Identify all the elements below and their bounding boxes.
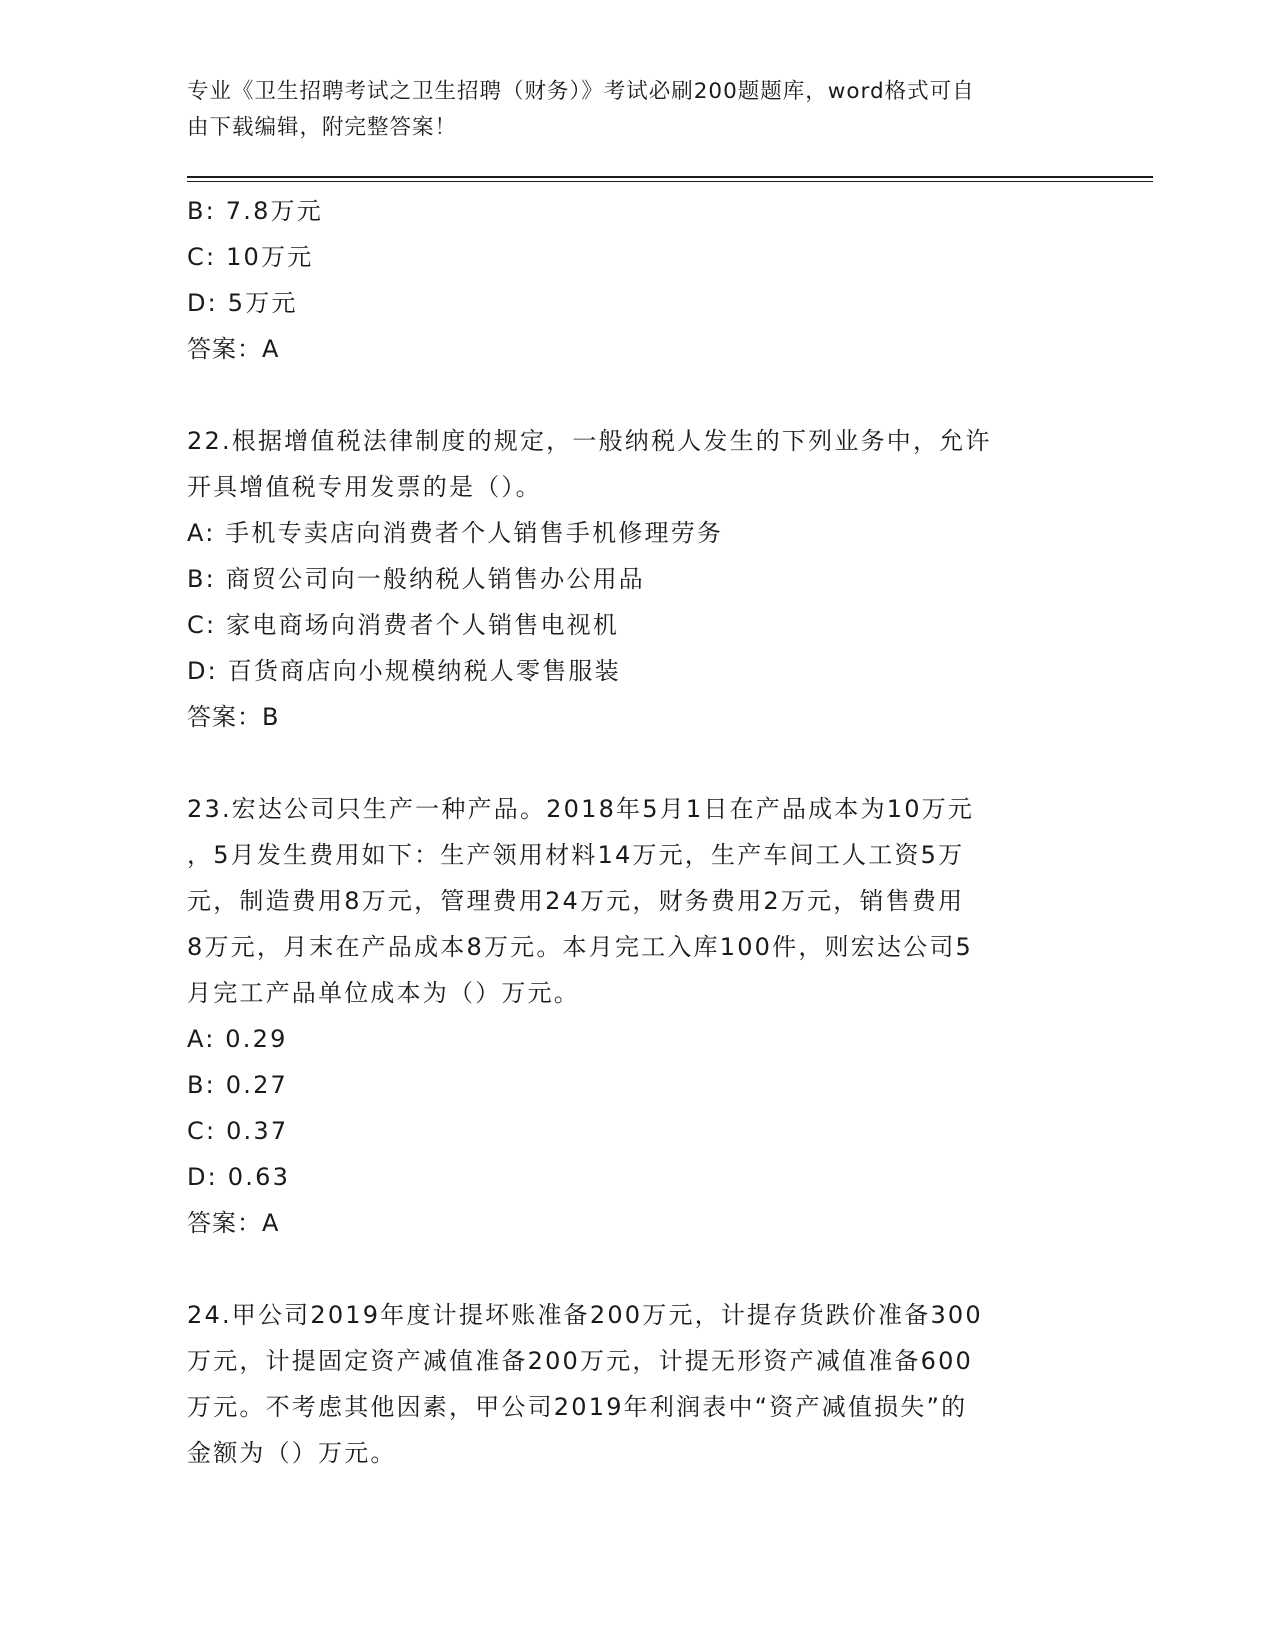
option-b: B: 商贸公司向一般纳税人销售办公用品 (187, 565, 645, 593)
question-stem-line: 22.根据增值税法律制度的规定，一般纳税人发生的下列业务中，允许 (187, 427, 992, 455)
question-stem-line: 8万元，月末在产品成本8万元。本月完工入库100件，则宏达公司5 (187, 933, 974, 961)
option-c: C: 家电商场向消费者个人销售电视机 (187, 611, 620, 639)
option-d: D: 0.63 (187, 1163, 291, 1191)
header-divider-thin (187, 181, 1153, 182)
question-stem-line: 万元，计提固定资产减值准备200万元，计提无形资产减值准备600 (187, 1347, 974, 1375)
header-divider-thick (187, 176, 1153, 178)
question-21-tail (187, 188, 1077, 372)
question-stem-line: 月完工产品单位成本为（）万元。 (187, 979, 580, 1007)
spacer (187, 1246, 1077, 1292)
option-b: B: 7.8万元 (187, 197, 323, 225)
document-header (187, 74, 1087, 146)
spacer (187, 740, 1077, 786)
question-stem-line: 23.宏达公司只生产一种产品。2018年5月1日在产品成本为10万元 (187, 795, 975, 823)
answer: 答案：A (187, 1209, 280, 1237)
question-24 (187, 1292, 1077, 1476)
answer: 答案：A (187, 335, 280, 363)
option-b: B: 0.27 (187, 1071, 289, 1099)
question-23 (187, 786, 1077, 1246)
question-stem-line: 万元。不考虑其他因素，甲公司2019年利润表中“资产减值损失”的 (187, 1393, 968, 1421)
question-stem-line: 开具增值税专用发票的是（）。 (187, 473, 542, 501)
option-d: D: 百货商店向小规模纳税人零售服装 (187, 657, 621, 685)
answer: 答案：B (187, 703, 280, 731)
question-stem-line: ，5月发生费用如下：生产领用材料14万元，生产车间工人工资5万 (187, 841, 965, 869)
question-content (187, 188, 1077, 1476)
spacer (187, 372, 1077, 418)
option-d: D: 5万元 (187, 289, 298, 317)
question-stem-line: 金额为（）万元。 (187, 1439, 397, 1467)
question-22 (187, 418, 1077, 740)
option-a: A: 0.29 (187, 1025, 288, 1053)
option-c: C: 10万元 (187, 243, 314, 271)
question-stem-line: 24.甲公司2019年度计提坏账准备200万元，计提存货跌价准备300 (187, 1301, 983, 1329)
header-line-2: 由下载编辑，附完整答案！ (187, 115, 458, 140)
header-line-1: 专业《卫生招聘考试之卫生招聘（财务）》考试必刷200题题库，word格式可自 (187, 79, 975, 104)
option-a: A: 手机专卖店向消费者个人销售手机修理劳务 (187, 519, 724, 547)
option-c: C: 0.37 (187, 1117, 289, 1145)
question-stem-line: 元，制造费用8万元，管理费用24万元，财务费用2万元，销售费用 (187, 887, 965, 915)
